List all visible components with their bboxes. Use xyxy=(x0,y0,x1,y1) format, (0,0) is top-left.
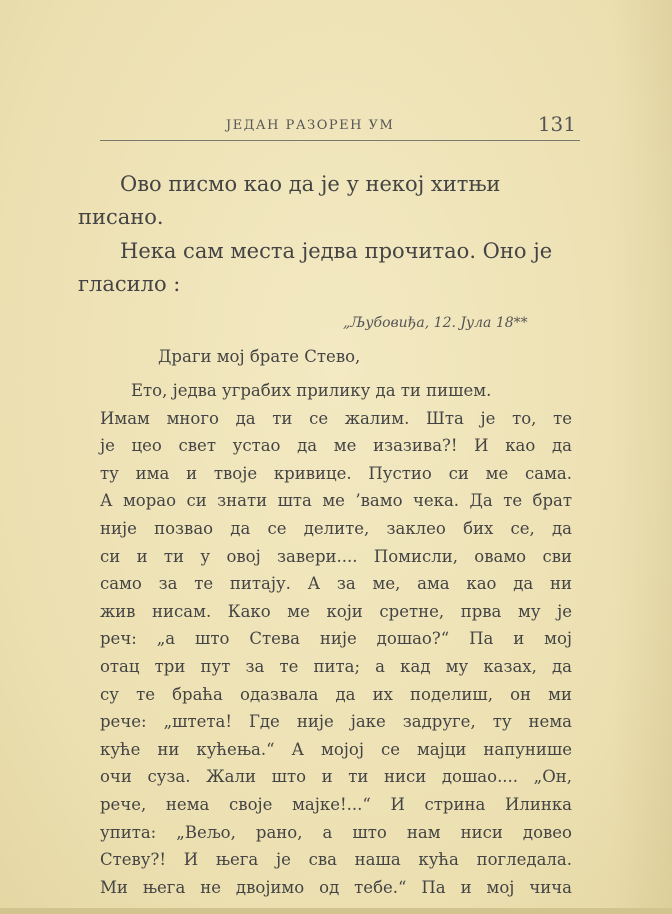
letter-salutation: Драги мој брате Стево, xyxy=(158,347,361,366)
page-number: 131 xyxy=(537,112,576,136)
letter-line: реч: „а што Стева није дошао?“ Па и мој xyxy=(100,629,572,649)
letter-body xyxy=(100,377,572,901)
running-title: ЈЕДАН РАЗОРЕН УМ xyxy=(226,118,395,133)
letter-line: очи суза. Жали што и ти ниси дошао.... „Он, xyxy=(100,767,572,787)
page-bottom-edge xyxy=(0,908,672,914)
letter-line: Ето, једва уграбих прилику да ти пишем. xyxy=(131,381,492,400)
letter-line: А морао си знати шта ме ’вамо чека. Да те брат xyxy=(100,491,572,511)
letter-line: рече, нема своје мајке!...“ И стрина Илинка xyxy=(100,794,572,814)
letter-line: су те браћа одазвала да их поделиш, он ми xyxy=(100,684,572,704)
page-fold-shade xyxy=(612,0,672,914)
intro-text xyxy=(78,168,578,301)
paragraph: Нека сам места једва прочитао. Оно је гласило : xyxy=(78,239,553,296)
letter-line: си и ти у овој завери.... Помисли, овамо сви xyxy=(100,546,572,566)
letter-line: ту има и твоје кривице. Пустио си ме сама. xyxy=(100,463,572,483)
header-rule xyxy=(100,140,580,141)
letter-line: куће ни кућења.“ А мојој се мајци напунише xyxy=(100,739,572,759)
letter-line: отац три пут за те пита; а кад му казах, да xyxy=(100,656,572,676)
letter-line: Имам много да ти се жалим. Шта је то, те xyxy=(100,408,572,428)
letter-dateline: „Љубовиђа, 12. Јула 18** xyxy=(343,315,528,331)
paragraph: Ово писмо као да је у некој хитњи писано. xyxy=(78,172,501,229)
letter-line: само за те питају. А за ме, ама као да ни xyxy=(100,574,572,594)
page-header xyxy=(100,112,580,140)
letter-line: није позвао да се делите, заклео бих се, да xyxy=(100,518,572,538)
letter-line: жив нисам. Како ме који сретне, прва му је xyxy=(100,601,572,621)
letter-line: рече: „штета! Где није јаке задруге, ту нема xyxy=(100,712,572,732)
letter-line: Ми њега не двојимо од тебе.“ Па и мој чича xyxy=(100,877,572,897)
letter-line: Стеву?! И њега је сва наша кућа погледала. xyxy=(100,850,572,870)
letter-line: је цео свет устао да ме изазива?! И као да xyxy=(100,436,572,456)
letter-line: упита: „Вељо, рано, а што нам ниси довео xyxy=(100,822,572,842)
